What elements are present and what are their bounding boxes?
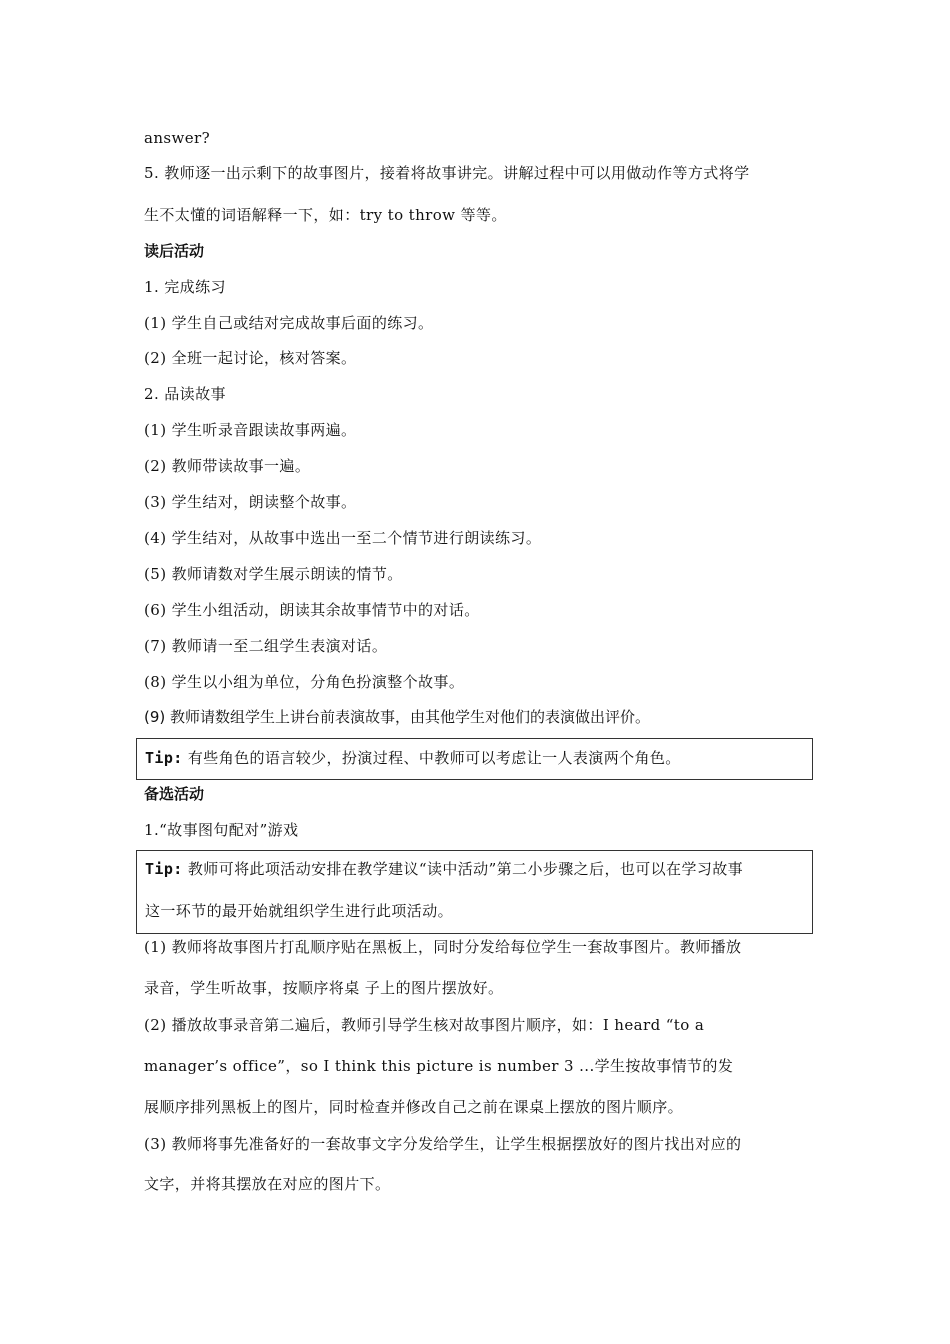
list-item: (1) 学生听录音跟读故事两遍。 xyxy=(144,421,357,439)
tip-label: Tip: xyxy=(145,860,183,878)
list-item: (2) 全班一起讨论，核对答案。 xyxy=(144,349,357,367)
paragraph-line: 5. 教师逐一出示剩下的故事图片，接着将故事讲完。讲解过程中可以用做动作等方式将学 xyxy=(144,164,750,182)
tip-text xyxy=(145,748,681,768)
list-item: (9) 教师请数组学生上讲台前表演故事，由其他学生对他们的表演做出评价。 xyxy=(144,708,651,726)
list-item: (3) 教师将事先准备好的一套故事文字分发给学生，让学生根据摆放好的图片找出对应的 xyxy=(144,1135,742,1153)
paragraph-line: manager’s office”，so I think this picture is number 3 ...学生按故事情节的发 xyxy=(144,1057,734,1075)
paragraph-line: 录音，学生听故事，按顺序将桌 子上的图片摆放好。 xyxy=(144,979,504,997)
tip-label: Tip: xyxy=(145,749,183,767)
list-item: 2. 品读故事 xyxy=(144,385,226,403)
paragraph-line: 文字，并将其摆放在对应的图片下。 xyxy=(144,1175,391,1193)
tip-box xyxy=(136,850,813,934)
list-item: 1. 完成练习 xyxy=(144,278,226,296)
tip-text: 这一环节的最开始就组织学生进行此项活动。 xyxy=(145,902,454,920)
list-item: (7) 教师请一至二组学生表演对话。 xyxy=(144,637,388,655)
tip-content: 有些角色的语言较少，扮演过程、中教师可以考虑让一人表演两个角色。 xyxy=(182,749,681,767)
section-heading: 读后活动 xyxy=(144,242,205,260)
list-item: (5) 教师请数对学生展示朗读的情节。 xyxy=(144,565,403,583)
tip-box xyxy=(136,738,813,780)
list-item: (4) 学生结对，从故事中选出一至二个情节进行朗读练习。 xyxy=(144,529,542,547)
section-heading: 备选活动 xyxy=(144,785,205,803)
tip-content: 教师可将此项活动安排在教学建议“读中活动”第二小步骤之后，也可以在学习故事 xyxy=(182,860,744,878)
paragraph-line: 生不太懂的词语解释一下，如：try to throw 等等。 xyxy=(144,206,507,224)
paragraph-line: 展顺序排列黑板上的图片，同时检查并修改自己之前在课桌上摆放的图片顺序。 xyxy=(144,1098,684,1116)
list-item: (1) 学生自己或结对完成故事后面的练习。 xyxy=(144,314,434,332)
list-item: (3) 学生结对，朗读整个故事。 xyxy=(144,493,357,511)
list-item: 1.“故事图句配对”游戏 xyxy=(144,821,299,839)
list-item: (8) 学生以小组为单位，分角色扮演整个故事。 xyxy=(144,673,465,691)
list-item: (2) 播放故事录音第二遍后，教师引导学生核对故事图片顺序，如：I heard “to a xyxy=(144,1016,705,1034)
paragraph-line: answer? xyxy=(144,129,211,147)
list-item: (1) 教师将故事图片打乱顺序贴在黑板上，同时分发给每位学生一套故事图片。教师播放 xyxy=(144,938,742,956)
tip-text xyxy=(145,859,743,879)
list-item: (2) 教师带读故事一遍。 xyxy=(144,457,311,475)
list-item: (6) 学生小组活动，朗读其余故事情节中的对话。 xyxy=(144,601,480,619)
